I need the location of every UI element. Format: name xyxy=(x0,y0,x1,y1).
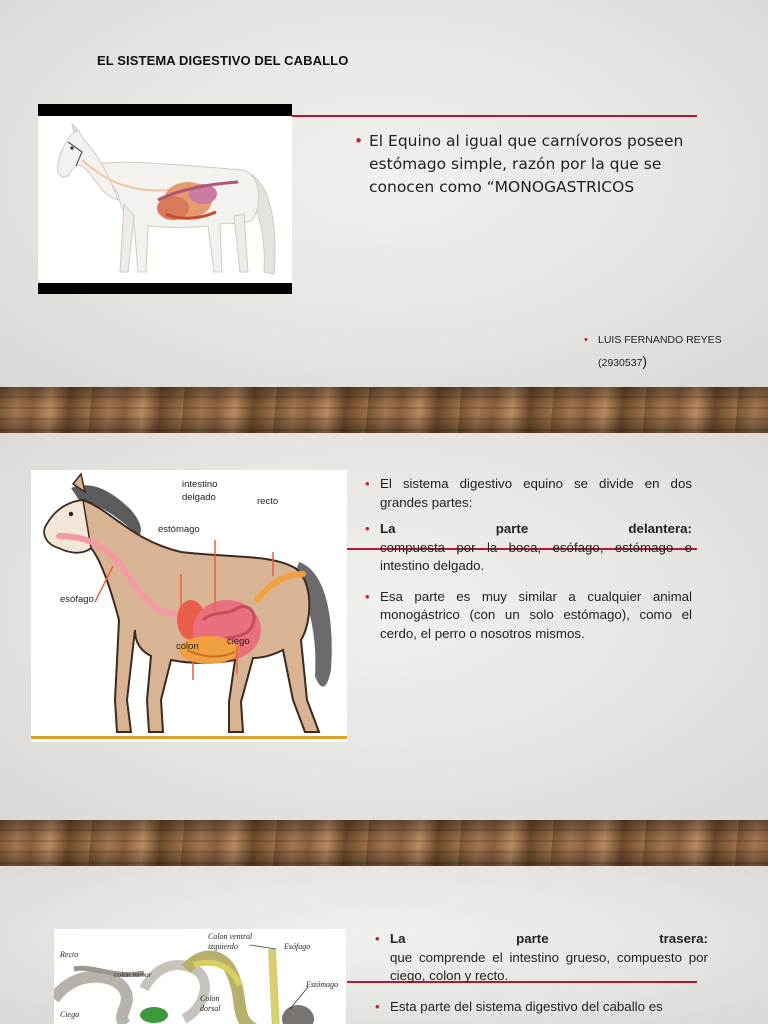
bullet-icon: • xyxy=(584,334,588,346)
label-esofago: Esófago xyxy=(284,942,311,951)
slide-1 xyxy=(0,0,768,387)
bullet-two-parts: • El sistema digestivo equino se divide en dos grandes partes: xyxy=(365,476,692,510)
slide-3-text xyxy=(375,930,708,1016)
label-colon-ventral: Colon ventral xyxy=(208,932,253,941)
slide-2 xyxy=(0,433,768,820)
rear-part-description: que comprende el intestino grueso, compuesto por ciego, colon y recto. xyxy=(390,949,708,983)
label-recto: Recto xyxy=(60,950,79,959)
wood-divider xyxy=(0,387,768,433)
rear-part-heading: La parte trasera: xyxy=(390,931,708,946)
white-horse-illustration xyxy=(38,104,292,294)
horse-digestive-image xyxy=(38,104,292,294)
label-delgado: delgado xyxy=(182,492,216,503)
slide-2-text xyxy=(365,475,692,643)
label-ciego: Ciego xyxy=(60,1010,80,1019)
bullet-icon: • xyxy=(375,931,380,946)
label-intestino: intestino xyxy=(182,479,218,490)
brown-horse-illustration xyxy=(31,470,347,742)
bullet-icon: • xyxy=(365,588,370,604)
label-esofago: esófago xyxy=(60,594,94,605)
bullet-icon: • xyxy=(354,132,364,150)
bullet-monogastric-similarity: • Esa parte es muy similar a cualquier animal monogástrico (con un solo estómago), como el cerdo, el perro o nosotros mismos. xyxy=(365,588,692,641)
label-estomago: Estómago xyxy=(306,980,338,989)
bullet-rear-detail: • Esta parte del sistema digestivo del caballo es xyxy=(390,998,708,1017)
intestine-diagram xyxy=(54,929,346,1024)
slide-title: EL SISTEMA DIGESTIVO DEL CABALLO xyxy=(97,53,349,68)
label-colon-menor: colon menor xyxy=(114,970,152,979)
label-dorsal: dorsal xyxy=(200,1004,221,1013)
label-estomago: estómago xyxy=(158,524,200,535)
horse-digestive-diagram xyxy=(31,470,347,742)
author-id: (2930537) xyxy=(598,353,648,369)
bullet-icon: • xyxy=(365,476,370,491)
front-part-heading: La parte delantera: xyxy=(380,521,692,536)
bullet-icon: • xyxy=(375,998,380,1014)
label-izquierdo: izquierdo xyxy=(208,942,238,951)
bullet-icon: • xyxy=(365,521,370,536)
slide-3 xyxy=(0,866,768,1024)
front-part-description: compuesta por la boca, esófago, estómago e intestino delgado. xyxy=(380,539,692,573)
label-recto: recto xyxy=(257,496,279,507)
bullet-front-part xyxy=(365,520,692,576)
label-ciego: ciego xyxy=(227,636,250,647)
wood-divider xyxy=(0,820,768,866)
author-line xyxy=(584,330,758,374)
label-colon: Colon xyxy=(200,994,220,1003)
bullet-rear-part xyxy=(375,930,708,986)
label-colon: colon xyxy=(176,641,199,652)
author-name: LUIS FERNANDO REYES xyxy=(598,334,722,346)
bullet-monogastricos: • El Equino al igual que carnívoros poseen estómago simple, razón por la que se conocen como “MONOGASTRICOS xyxy=(354,132,684,196)
